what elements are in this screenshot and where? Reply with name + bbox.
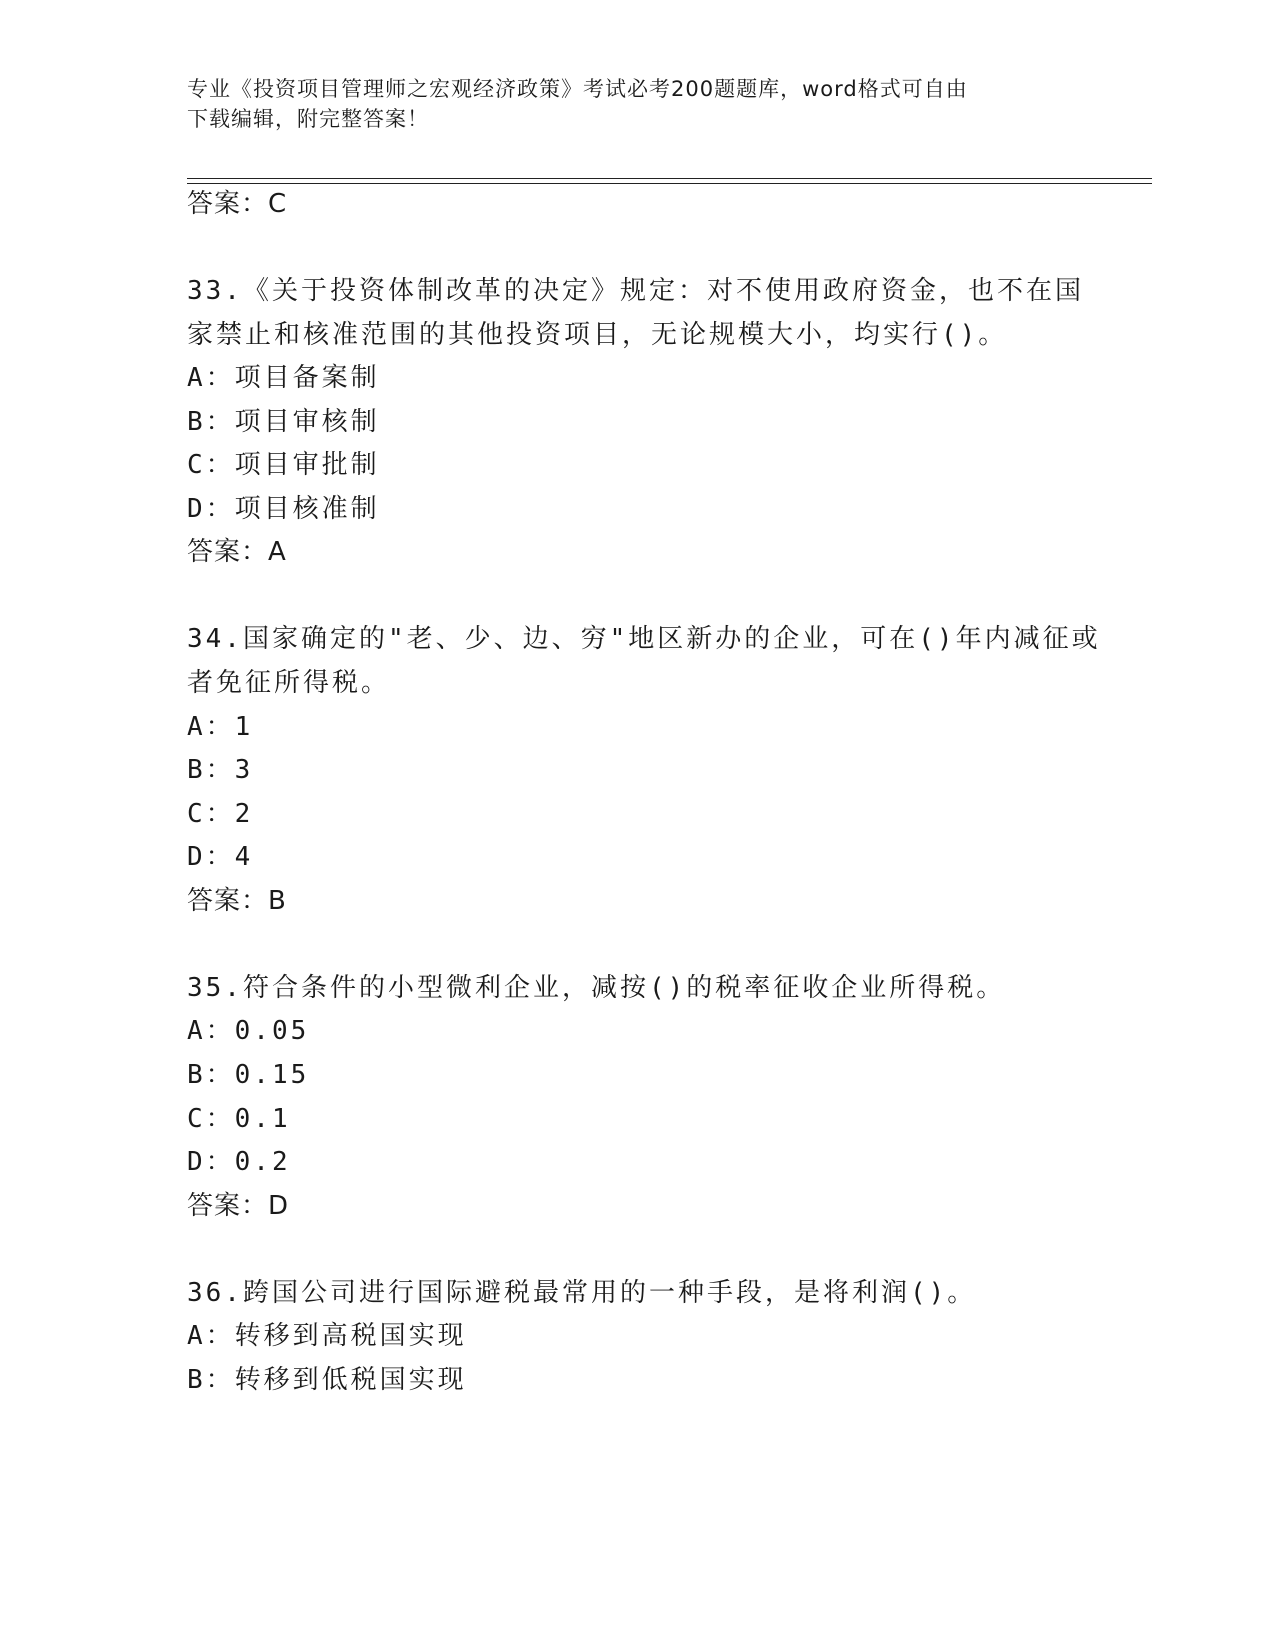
question-35-option-d: D：0.2 (187, 1147, 291, 1177)
question-33-option-c: C：项目审批制 (187, 450, 380, 480)
question-36-option-a: A：转移到高税国实现 (187, 1321, 467, 1351)
question-33-line-1: 33.《关于投资体制改革的决定》规定：对不使用政府资金，也不在国 (187, 276, 1084, 306)
question-33-option-a: A：项目备案制 (187, 363, 380, 393)
header-line-2: 下载编辑，附完整答案！ (187, 107, 429, 131)
question-35-option-b: B：0.15 (187, 1060, 310, 1090)
question-35-line-1: 35.符合条件的小型微利企业，减按()的税率征收企业所得税。 (187, 973, 1006, 1003)
question-34-option-b: B：3 (187, 755, 254, 785)
header-divider-top (187, 178, 1152, 179)
question-34-answer: 答案：B (187, 886, 287, 916)
header-line-1: 专业《投资项目管理师之宏观经济政策》考试必考200题题库，word格式可自由 (187, 77, 968, 101)
question-35-option-c: C：0.1 (187, 1104, 291, 1134)
question-33-option-b: B：项目审核制 (187, 407, 380, 437)
header-divider-bottom (187, 183, 1152, 184)
question-34-option-c: C：2 (187, 799, 254, 829)
question-34-option-a: A：1 (187, 712, 254, 742)
question-35-answer: 答案：D (187, 1191, 290, 1221)
question-35-option-a: A：0.05 (187, 1016, 310, 1046)
question-36-line-1: 36.跨国公司进行国际避税最常用的一种手段，是将利润()。 (187, 1278, 977, 1308)
document-header (187, 74, 1087, 134)
question-34-line-1: 34.国家确定的"老、少、边、穷"地区新办的企业，可在()年内减征或 (187, 624, 1101, 654)
question-36-option-b: B：转移到低税国实现 (187, 1365, 467, 1395)
question-33-answer: 答案：A (187, 537, 287, 567)
question-33-option-d: D：项目核准制 (187, 494, 380, 524)
question-34-option-d: D：4 (187, 842, 254, 872)
question-34-line-2: 者免征所得税。 (187, 668, 391, 698)
previous-answer: 答案：C (187, 189, 288, 219)
question-33-line-2: 家禁止和核准范围的其他投资项目，无论规模大小，均实行()。 (187, 320, 1008, 350)
